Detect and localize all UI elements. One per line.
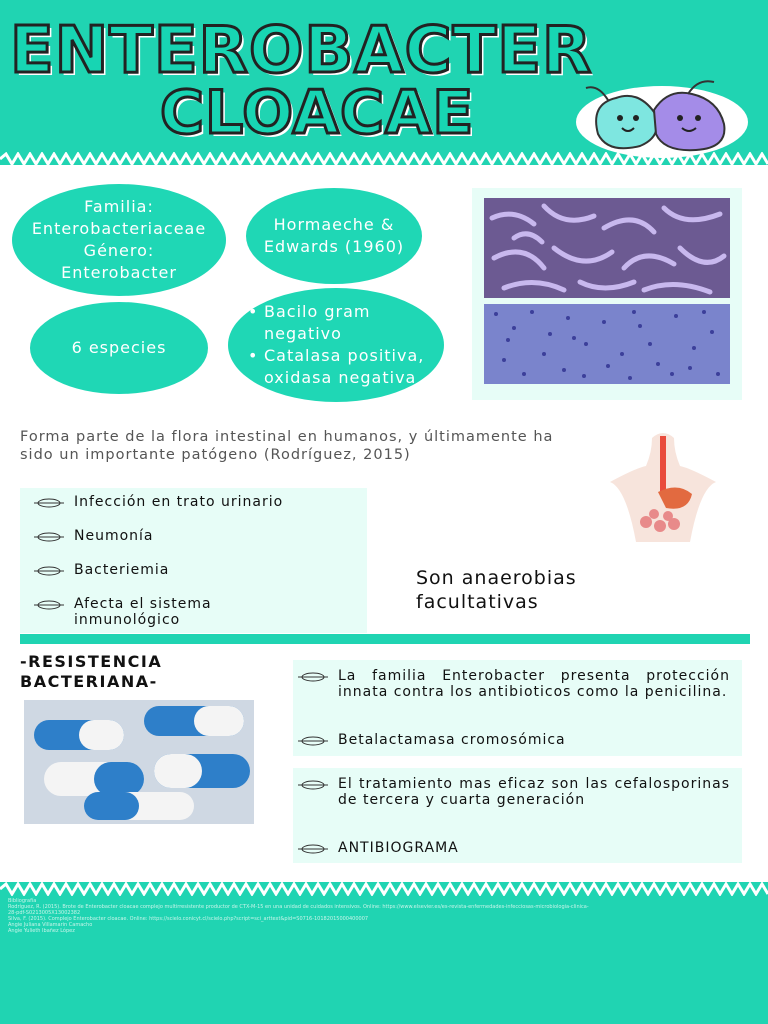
- bacteria-bullet-icon: [298, 779, 328, 791]
- resistance-heading-line-2: BACTERIANA-: [20, 672, 158, 691]
- section-divider: [20, 634, 750, 644]
- condition-item: Bacteriemia: [34, 562, 359, 578]
- resistance-item: La familia Enterobacter presenta protección innata contra los antibioticos como la penicilina.: [298, 668, 730, 700]
- bacteria-bullet-icon: [34, 531, 64, 543]
- header-banner: [0, 0, 768, 165]
- bacteria-bullet-icon: [298, 735, 328, 747]
- zigzag-divider: [0, 152, 768, 166]
- author-line: Angie Juliana Villamarin Camacho: [8, 922, 93, 928]
- condition-item: Infección en trato urinario: [34, 494, 359, 510]
- bacteria-bullet-icon: [298, 671, 328, 683]
- resistance-heading: [20, 652, 162, 692]
- gram-stain-micrograph: [484, 304, 730, 384]
- authority-line-2: Edwards (1960): [263, 237, 405, 256]
- family-label: Familia:: [84, 197, 154, 216]
- authority-circle: [246, 188, 422, 284]
- species-count: 6 especies: [71, 338, 167, 357]
- bibliography-line: Silva, F. (2015). Complejo Enterobacter cloacae. Online: https://scielo.conicyt.cl/scielo.php?script=sci_arttext&pid=S0716-10182015000400007: [8, 916, 369, 922]
- condition-item: Afecta el sistema inmunológico: [34, 596, 264, 628]
- resistance-heading-line-1: -RESISTENCIA: [20, 652, 163, 671]
- resistance-item: ANTIBIOGRAMA: [298, 840, 730, 856]
- bacteria-bullet-icon: [34, 599, 64, 611]
- digestive-system-illustration: [596, 428, 730, 542]
- intro-text: Forma parte de la flora intestinal en humanos, y últimamente ha sido un importante patógeno (Rodríguez, 2015): [20, 429, 554, 463]
- char-item-2: • Catalasa positiva, oxidasa negativa: [248, 346, 425, 387]
- anaerobic-note: [416, 566, 577, 614]
- bacilli-micrograph: [484, 198, 730, 298]
- bacteria-bullet-icon: [298, 843, 328, 855]
- bacteria-bullet-icon: [34, 497, 64, 509]
- micrograph-panel: [472, 188, 742, 400]
- resistance-item: Betalactamasa cromosómica: [298, 732, 730, 748]
- title-line-2: CLOACAE: [160, 78, 475, 148]
- taxonomy-circle: [12, 184, 226, 296]
- title-line-1: ENTEROBACTER: [10, 14, 593, 88]
- bacteria-mascots-icon: [568, 74, 750, 160]
- anaerobic-line-2: facultativas: [416, 591, 539, 613]
- bacteria-bullet-icon: [34, 565, 64, 577]
- char-item-1: • Bacilo gram negativo: [248, 302, 371, 343]
- family-value: Enterobacteriaceae: [31, 219, 207, 238]
- zigzag-divider: [0, 882, 768, 896]
- authority-line-1: Hormaeche &: [273, 215, 395, 234]
- footer-banner: [0, 882, 768, 1024]
- antibiotic-capsules-photo: [24, 700, 254, 824]
- species-circle: [30, 302, 208, 394]
- bibliography-line: 28-pdf-S0213005X13002382: [8, 910, 81, 916]
- bibliography-line: Bibliografía: [8, 898, 37, 904]
- resistance-item: El tratamiento mas eficaz son las cefalosporinas de tercera y cuarta generación: [298, 776, 730, 808]
- bibliography-line: Rodríguez, R. (2015). Brote de Enterobacter cloacae complejo multirresistente productor de CTX-M-15 en una unidad de cuidados intensivos. Online: https://www.elsevier.es/es-revista-enfermedades-infecciosas-microbiologia-clinica-: [8, 904, 589, 910]
- characteristics-circle: [228, 288, 444, 402]
- genus-value: Enterobacter: [61, 263, 177, 282]
- condition-item: Neumonía: [34, 528, 359, 544]
- genus-label: Género:: [83, 241, 155, 260]
- anaerobic-line-1: Son anaerobias: [416, 567, 577, 589]
- author-line: Angie Yulieth Ibañez López: [8, 928, 75, 934]
